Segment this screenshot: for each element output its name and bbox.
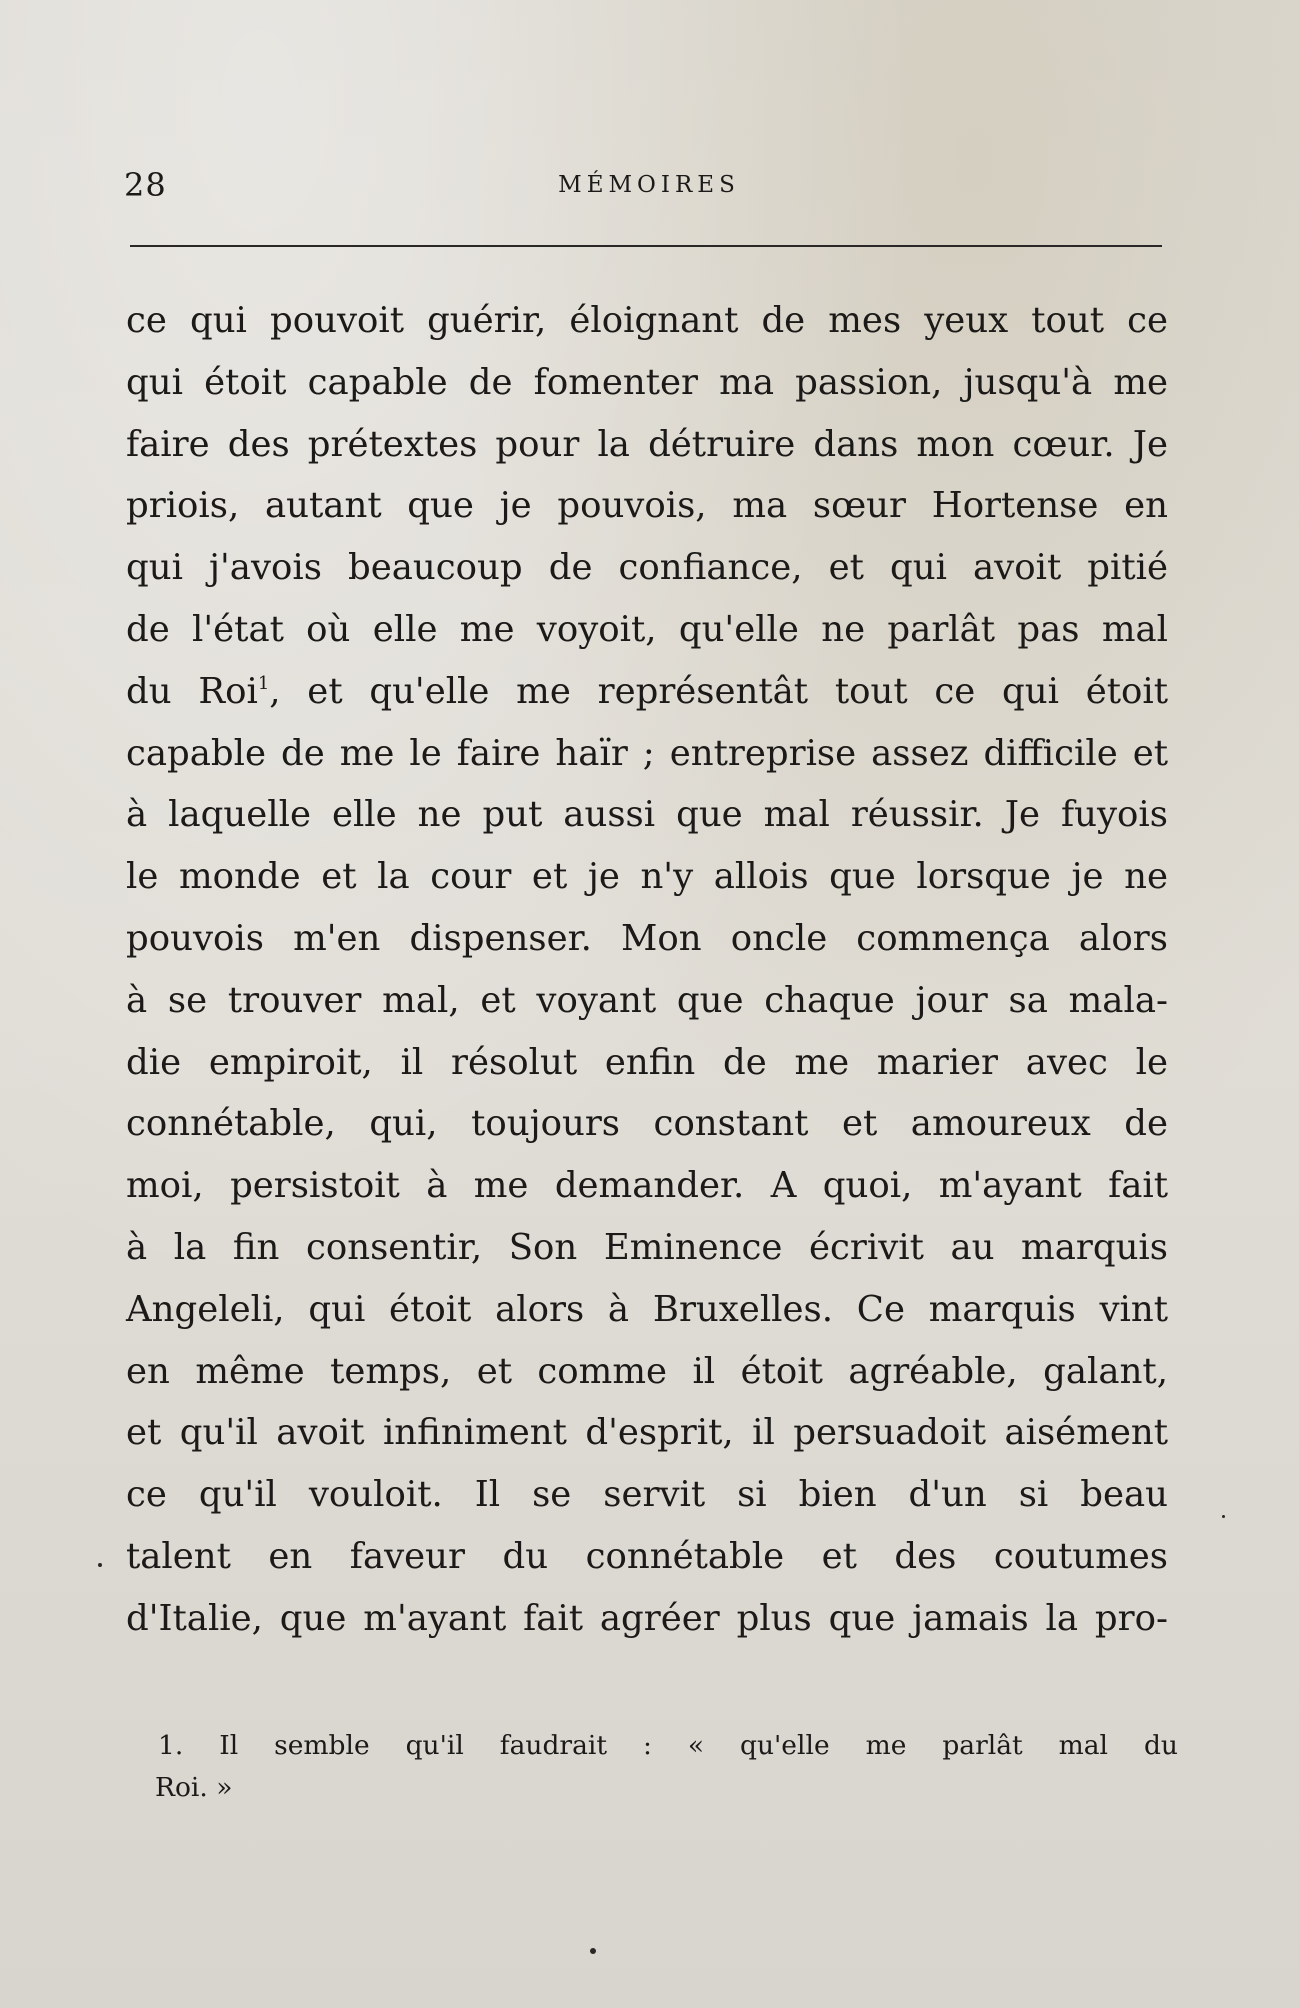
text-line: faire des prétextes pour la détruire dans mon cœur. Je (126, 423, 1168, 465)
ink-speck (1222, 1515, 1225, 1518)
footnote-line: 1. Il semble qu'il faudrait : « qu'elle me parlât mal du (158, 1730, 1178, 1761)
text-line: le monde et la cour et je n'y allois que lorsque je ne (126, 856, 1168, 898)
text-line: en même temps, et comme il étoit agréable, galant, (126, 1350, 1168, 1392)
text-line: à se trouver mal, et voyant que chaque jour sa mala- (126, 979, 1168, 1021)
text-fragment: du Roi (126, 670, 258, 712)
footnote (155, 1725, 1178, 1809)
text-line: ce qu'il vouloit. Il se servit si bien d'un si beau (126, 1474, 1168, 1516)
text-fragment: , et qu'elle me représentât tout ce qui étoit (269, 670, 1168, 712)
text-line: à laquelle elle ne put aussi que mal réussir. Je fuyois (126, 794, 1168, 836)
text-line: pouvois m'en dispenser. Mon oncle commença alors (126, 917, 1168, 959)
footnote-line (155, 1767, 1178, 1809)
text-line-with-footnote (126, 661, 1168, 723)
text-line: d'Italie, que m'ayant fait agréer plus que jamais la pro- (126, 1597, 1168, 1639)
text-line: Angeleli, qui étoit alors à Bruxelles. Ce marquis vint (126, 1288, 1168, 1330)
text-line: priois, autant que je pouvois, ma sœur Hortense en (126, 485, 1168, 527)
text-line: ce qui pouvoit guérir, éloignant de mes yeux tout ce (126, 300, 1168, 341)
text-line: moi, persistoit à me demander. A quoi, m'ayant fait (126, 1165, 1168, 1207)
header-rule (130, 245, 1162, 247)
text-line: à la fin consentir, Son Eminence écrivit au marquis (126, 1226, 1168, 1268)
text-line: qui étoit capable de fomenter ma passion, jusqu'à me (126, 361, 1168, 403)
text-line: qui j'avois beaucoup de confiance, et qui avoit pitié (126, 547, 1168, 589)
footnote-text: Roi. » (155, 1772, 233, 1803)
ink-speck (590, 1948, 596, 1954)
body-text (126, 290, 1168, 1650)
page-number: 28 (124, 166, 167, 204)
page-header (124, 165, 1174, 205)
text-line: die empiroit, il résolut enfin de me marier avec le (126, 1041, 1168, 1083)
text-line: talent en faveur du connétable et des coutumes (126, 1535, 1168, 1577)
text-line: connétable, qui, toujours constant et amoureux de (126, 1103, 1168, 1145)
footnote-marker: 1 (257, 672, 270, 694)
text-line: et qu'il avoit infiniment d'esprit, il persuadoit aisément (126, 1412, 1168, 1454)
ink-speck (98, 1563, 102, 1567)
running-title: MÉMOIRES (558, 172, 740, 198)
text-line: de l'état où elle me voyoit, qu'elle ne parlât pas mal (126, 608, 1168, 650)
text-line: capable de me le faire haïr ; entreprise assez difficile et (126, 732, 1168, 774)
